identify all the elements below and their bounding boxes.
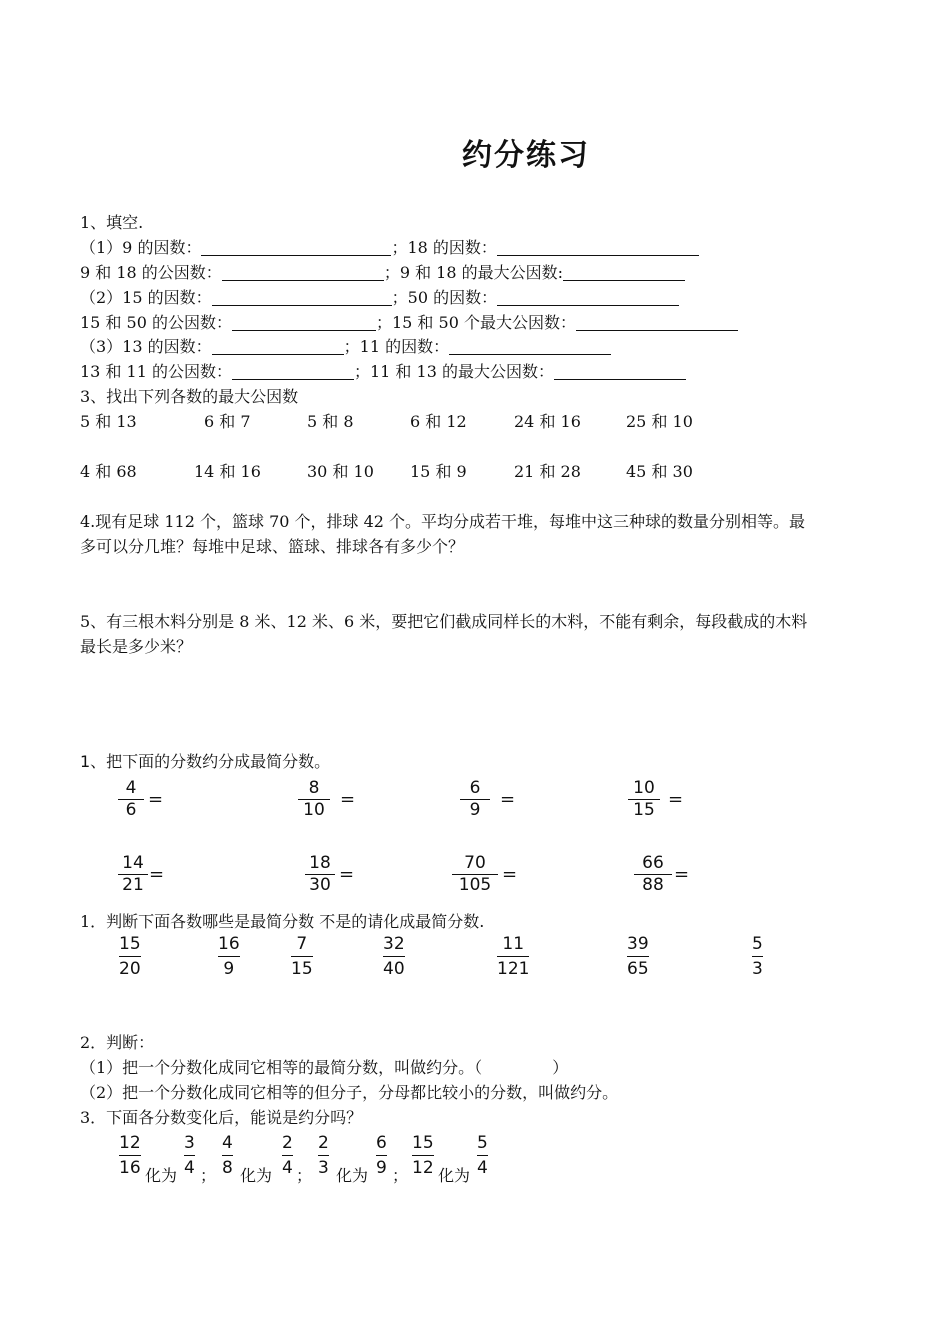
numerator: 3 [184,1133,195,1153]
denominator: 121 [497,959,530,979]
judge-item-2: （2）把一个分数化成同它相等的但分子，分母都比较小的分数，叫做约分。 [80,1083,619,1102]
denominator: 40 [383,959,405,979]
separator: ； [200,1166,217,1185]
numerator: 66 [642,853,664,873]
numerator: 12 [119,1133,141,1153]
fraction-result [282,1131,293,1180]
fill-label: 15 和 50 的公因数： [80,313,232,332]
denominator: 4 [184,1158,195,1178]
separator: ； [296,1166,313,1185]
denominator: 65 [627,959,649,979]
denominator: 9 [469,800,481,820]
reduce-fraction [452,853,517,896]
gcd-pair: 5 和 8 [307,412,354,431]
numerator: 8 [308,778,320,798]
answer-blank[interactable] [232,363,354,380]
denominator: 6 [125,800,137,820]
numerator: 16 [218,934,240,954]
section-1-heading: 1、填空. [80,213,144,232]
denominator: 4 [282,1158,293,1178]
fill-line-3 [80,288,679,308]
denominator: 3 [752,959,763,979]
numerator: 18 [309,853,331,873]
denominator: 10 [303,800,325,820]
equals-sign: = [340,789,356,810]
denominator: 105 [458,875,492,895]
reduce-fraction [634,853,689,896]
fill-label: 13 和 11 的公因数： [80,362,232,381]
separator: ； [392,1166,409,1185]
numerator: 2 [282,1133,293,1153]
fraction-original [222,1131,233,1180]
numerator: 6 [376,1133,387,1153]
answer-blank[interactable] [563,264,685,281]
gcd-pair: 6 和 7 [204,412,251,431]
closing-paren: ） [552,1058,569,1077]
fill-line-1 [80,238,699,258]
reduction-question-heading: 3．下面各分数变化后，能说是约分吗？ [80,1108,363,1127]
judge-fraction [383,932,405,981]
judge-fraction [218,932,240,981]
gcd-pair: 25 和 10 [626,412,693,431]
numerator: 4 [125,778,137,798]
fraction-result [477,1131,488,1180]
fill-label: ；18 的因数： [391,238,497,257]
denominator: 15 [291,959,313,979]
numerator: 5 [477,1133,488,1153]
gcd-pair: 45 和 30 [626,462,693,481]
judge-item-1 [80,1058,568,1078]
fill-label: ；11 和 13 的最大公因数： [353,362,554,381]
numerator: 15 [119,934,141,954]
fraction-original [119,1131,141,1180]
fill-label: （1）9 的因数： [80,238,202,257]
becomes-label: 化为 [438,1166,471,1185]
equals-sign: = [502,864,518,885]
judge-heading: 2．判断： [80,1033,155,1052]
gcd-pair: 6 和 12 [410,412,467,431]
reduce-fraction [118,853,164,896]
answer-blank[interactable] [497,239,699,256]
question-5-line-1: 5、有三根木料分别是 8 米、12 米、6 米，要把它们截成同样长的木料，不能有剩余，每段截成的木料 [80,612,808,631]
denominator: 20 [119,959,141,979]
fill-label: ；50 的因数： [391,288,498,307]
numerator: 14 [122,853,144,873]
denominator: 9 [223,959,235,979]
question-4-line-2: 多可以分几堆？每堆中足球、篮球、排球各有多少个？ [80,537,465,556]
reduce-fraction [118,778,163,821]
fill-label: （3）13 的因数： [80,337,212,356]
numerator: 39 [627,934,649,954]
denominator: 9 [376,1158,387,1178]
gcd-pair: 14 和 16 [194,462,261,481]
judge-fraction [119,932,141,981]
numerator: 5 [752,934,763,954]
answer-blank[interactable] [576,314,738,331]
denominator: 4 [477,1158,488,1178]
numerator: 32 [383,934,405,954]
numerator: 70 [464,853,486,873]
denominator: 30 [309,875,331,895]
answer-blank[interactable] [212,338,344,355]
reduce-fraction [460,778,515,821]
equals-sign: = [339,864,355,885]
gcd-pair: 5 和 13 [80,412,137,431]
numerator: 4 [222,1133,233,1153]
numerator: 2 [318,1133,329,1153]
fraction-original [318,1131,329,1180]
numerator: 10 [633,778,655,798]
fill-line-5 [80,337,611,357]
becomes-label: 化为 [240,1166,273,1185]
judge-simplest-heading: 1．判断下面各数哪些是最简分数 不是的请化成最简分数. [80,912,485,931]
equals-sign: = [149,864,165,885]
denominator: 88 [642,875,664,895]
fill-label: 9 和 18 的公因数： [80,263,222,282]
section-3-heading: 3、找出下列各数的最大公因数 [80,387,299,406]
numerator: 6 [469,778,481,798]
answer-blank[interactable] [232,314,376,331]
equals-sign: = [674,864,690,885]
judge-fraction [497,932,529,981]
fill-label: ；9 和 18 的最大公因数: [383,263,564,282]
becomes-label: 化为 [336,1166,369,1185]
judge-fraction [627,932,649,981]
fraction-original [412,1131,434,1180]
becomes-label: 化为 [145,1166,178,1185]
judge-fraction [291,932,313,981]
reduce-fraction [628,778,683,821]
answer-blank[interactable] [497,289,679,306]
denominator: 8 [222,1158,233,1178]
numerator: 7 [296,934,308,954]
denominator: 16 [119,1158,141,1178]
gcd-pair: 4 和 68 [80,462,137,481]
equals-sign: = [500,789,516,810]
fill-label: ；11 的因数： [343,337,450,356]
fraction-result [184,1131,195,1180]
judge-statement: （1）把一个分数化成同它相等的最简分数，叫做约分。（ [80,1058,483,1077]
fill-label: ；15 和 50 个最大公因数： [375,313,576,332]
answer-blank[interactable] [212,289,392,306]
answer-blank[interactable] [222,264,384,281]
fill-line-6 [80,362,686,382]
reduce-fraction [305,853,354,896]
reduce-fraction [298,778,355,821]
equals-sign: = [148,789,164,810]
numerator: 11 [502,934,525,954]
fill-line-4 [80,313,738,333]
gcd-pair: 21 和 28 [514,462,581,481]
fill-label: （2）15 的因数： [80,288,212,307]
denominator: 21 [122,875,144,895]
question-4-line-1: 4.现有足球 112 个，篮球 70 个，排球 42 个。平均分成若干堆，每堆中这三种球的数量分别相等。最 [80,512,806,531]
question-5-line-2: 最长是多少米？ [80,637,193,656]
fraction-result [376,1131,387,1180]
fill-line-2 [80,263,685,283]
denominator: 12 [412,1158,434,1178]
denominator: 15 [633,800,655,820]
gcd-pair: 15 和 9 [410,462,467,481]
answer-blank[interactable] [201,239,391,256]
judge-fraction [752,932,763,981]
answer-blank[interactable] [554,363,686,380]
gcd-pair: 30 和 10 [307,462,374,481]
reduce-heading: 1、把下面的分数约分成最简分数。 [80,752,331,771]
page-title: 约分练习 [462,138,590,173]
denominator: 3 [318,1158,329,1178]
numerator: 15 [412,1133,434,1153]
gcd-pair: 24 和 16 [514,412,581,431]
answer-blank[interactable] [449,338,611,355]
equals-sign: = [668,789,684,810]
